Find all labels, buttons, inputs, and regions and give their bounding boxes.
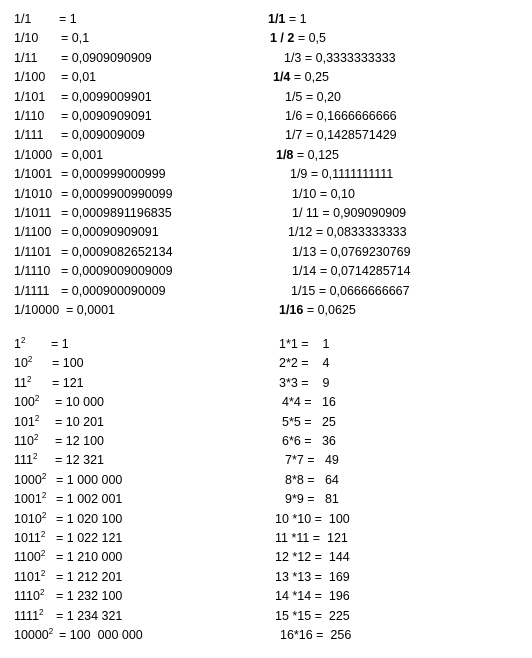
- fraction: 1/7: [285, 128, 303, 143]
- square-row: [282, 434, 336, 449]
- base: 1000: [14, 472, 42, 487]
- fraction: 1 / 2: [270, 31, 295, 46]
- square-value: = 64: [307, 472, 339, 487]
- square-value: = 25: [304, 414, 336, 429]
- fraction: 1/14: [292, 264, 317, 279]
- square-value: = 1 232 100: [56, 589, 123, 604]
- fraction: 1/1111: [14, 283, 50, 298]
- fraction: 1/1001: [14, 167, 53, 182]
- fraction: 1/6: [285, 109, 303, 123]
- base: 1100: [14, 550, 41, 565]
- square-row: [282, 415, 336, 430]
- square-row: [275, 512, 350, 527]
- square-value: = 12 100: [55, 434, 105, 448]
- square-value: = 36: [304, 434, 336, 448]
- square-value: = 169: [314, 569, 350, 584]
- decimal-value: = 0,009009009: [61, 128, 145, 143]
- square-row: [285, 453, 339, 468]
- product: 15 *15: [275, 608, 312, 623]
- fraction: 1/1: [268, 12, 286, 26]
- power: [14, 492, 46, 507]
- decimal-value: = 0,5: [297, 31, 326, 46]
- exponent: 2: [41, 510, 47, 520]
- product: 9*9: [285, 492, 304, 507]
- exponent: 2: [33, 433, 39, 442]
- decimal-value: = 0,25: [293, 70, 329, 85]
- square-value: = 9: [301, 375, 330, 390]
- decimal-value: = 0,0714285714: [319, 264, 411, 279]
- base: 1111: [14, 608, 40, 623]
- power: [14, 473, 46, 488]
- power: [14, 550, 45, 565]
- decimal-value: = 0,0009891196835: [61, 206, 172, 220]
- product: 1*1: [279, 337, 298, 351]
- decimal-value: = 1: [288, 12, 307, 26]
- fraction: 1/11: [14, 50, 38, 65]
- square-value: = 12 321: [55, 453, 105, 468]
- fraction: 1/1110: [14, 264, 51, 279]
- decimal-value: = 0,10: [319, 186, 355, 201]
- power: [14, 589, 44, 604]
- square-value: = 10 000: [55, 395, 105, 410]
- square-value: = 121: [52, 375, 84, 390]
- square-row: [282, 395, 336, 410]
- square-value: = 100 000 000: [59, 628, 143, 642]
- fraction: 1/9: [290, 167, 308, 182]
- fraction: 1/15: [291, 283, 316, 298]
- decimal-value: = 0,001: [61, 147, 104, 162]
- reciprocal-row: [276, 148, 339, 163]
- base: 1110: [14, 589, 40, 604]
- product: 12 *12: [275, 550, 312, 565]
- square-value: = 225: [314, 608, 350, 623]
- product: 11 *11: [275, 531, 310, 545]
- power: [14, 395, 39, 410]
- decimal-value: = 0,0099009901: [61, 89, 152, 104]
- square-row: [279, 337, 329, 352]
- fraction: 1/110: [14, 109, 45, 123]
- product: 14 *14: [275, 589, 312, 604]
- decimal-value: = 0,0625: [306, 303, 356, 317]
- base: 1011: [14, 531, 41, 545]
- product: 7*7: [285, 453, 304, 468]
- square-value: = 196: [314, 589, 350, 604]
- fraction: 1/101: [14, 89, 46, 104]
- base: 1: [14, 337, 21, 351]
- base: 100: [14, 395, 35, 410]
- reciprocal-row: [284, 51, 396, 66]
- power: [14, 356, 32, 371]
- base: 11: [14, 375, 27, 390]
- exponent: 2: [27, 355, 33, 365]
- square-row: [285, 492, 339, 507]
- square-row: [275, 550, 350, 565]
- square-value: = 100: [314, 511, 350, 526]
- fraction: 1/100: [14, 70, 46, 85]
- fraction: 1/ 11: [292, 206, 319, 220]
- decimal-value: = 0,909090909: [322, 206, 407, 220]
- reciprocal-row: [292, 206, 406, 221]
- exponent: 2: [39, 588, 45, 598]
- decimal-value: = 0,0909090909: [61, 50, 152, 65]
- square-value: = 1: [51, 337, 69, 351]
- square-row: [285, 473, 339, 488]
- base: 10000: [14, 628, 49, 642]
- base: 10: [14, 356, 28, 371]
- power: [14, 376, 31, 391]
- exponent: 2: [34, 413, 40, 423]
- power: [14, 434, 38, 449]
- decimal-value: = 0,1111111111: [310, 167, 394, 182]
- base: 1010: [14, 511, 42, 526]
- decimal-value: = 0,0009009009009: [61, 264, 173, 279]
- decimal-value: = 0,00090909091: [61, 225, 159, 240]
- square-value: = 1 210 000: [56, 550, 123, 565]
- fraction: 1/10: [292, 186, 317, 201]
- exponent: 2: [20, 336, 26, 345]
- decimal-value: = 0,20: [305, 89, 341, 104]
- fraction: 1/13: [292, 244, 317, 259]
- fraction: 1/111: [14, 128, 44, 143]
- reciprocal-row: [285, 90, 341, 105]
- square-value: = 1 022 121: [56, 531, 123, 545]
- reciprocal-row: [268, 12, 307, 27]
- product: 16*16: [280, 628, 313, 642]
- decimal-value: = 0,000999000999: [61, 167, 166, 182]
- product: 4*4: [282, 395, 301, 410]
- product: 8*8: [285, 472, 304, 487]
- exponent: 2: [26, 374, 32, 384]
- square-row: [279, 356, 329, 371]
- fraction: 1/1010: [14, 186, 53, 201]
- square-value: = 81: [307, 492, 339, 507]
- power: [14, 512, 46, 527]
- fraction: 1/8: [276, 147, 294, 162]
- reciprocal-row: [291, 284, 410, 299]
- fraction: 1/1: [14, 12, 32, 26]
- power: [14, 609, 43, 624]
- square-row: [275, 570, 350, 585]
- exponent: 2: [39, 607, 44, 617]
- reciprocal-row: [292, 187, 355, 202]
- decimal-value: = 0,000900090009: [61, 283, 166, 298]
- exponent: 2: [41, 471, 47, 481]
- base: 1101: [14, 569, 41, 584]
- square-value: = 1 212 201: [56, 569, 123, 584]
- square-row: [275, 589, 350, 604]
- exponent: 2: [41, 491, 47, 501]
- base: 101: [14, 414, 35, 429]
- product: 2*2: [279, 356, 298, 371]
- decimal-value: = 0,01: [61, 70, 97, 85]
- product: 10 *10: [275, 511, 312, 526]
- exponent: 2: [40, 568, 46, 578]
- square-value: = 10 201: [55, 414, 105, 429]
- fraction: 1/4: [273, 70, 291, 85]
- square-value: = 121: [312, 531, 348, 545]
- square-value: = 1 000 000: [56, 472, 123, 487]
- square-row: [279, 376, 329, 391]
- decimal-value: = 0,1666666666: [305, 109, 397, 123]
- power: [14, 337, 25, 352]
- reciprocal-row: [270, 31, 326, 46]
- reciprocal-row: [292, 264, 411, 279]
- decimal-value: = 0,0009082652134: [61, 244, 173, 259]
- product: 3*3: [279, 375, 298, 390]
- decimal-value: = 0,0769230769: [319, 244, 411, 259]
- power: [14, 453, 37, 468]
- product: 13 *13: [275, 569, 312, 584]
- reciprocal-row: [292, 245, 411, 260]
- reciprocal-row: [288, 225, 407, 240]
- decimal-value: = 0,0009900990099: [61, 186, 173, 201]
- power: [14, 531, 45, 546]
- power: [14, 570, 45, 585]
- decimal-value: = 0,1: [61, 31, 90, 46]
- base: 1001: [14, 492, 42, 507]
- decimal-value: = 0,125: [296, 147, 339, 162]
- fraction: 1/16: [279, 303, 304, 317]
- square-row: [275, 531, 348, 546]
- decimal-value: = 0,3333333333: [304, 50, 396, 65]
- exponent: 2: [34, 394, 40, 404]
- decimal-value: = 1: [59, 12, 77, 26]
- fraction: 1/10: [14, 31, 39, 46]
- power: [14, 628, 53, 643]
- square-value: = 1 020 100: [56, 511, 123, 526]
- base: 111: [14, 453, 34, 468]
- square-value: = 144: [314, 550, 350, 565]
- base: 110: [14, 434, 34, 448]
- decimal-value: = 0,0666666667: [318, 283, 410, 298]
- square-value: = 1 234 321: [56, 608, 123, 623]
- square-value: = 4: [301, 356, 330, 371]
- exponent: 2: [48, 627, 54, 636]
- square-value: = 16: [304, 395, 336, 410]
- reciprocal-row: [285, 128, 397, 143]
- reciprocal-row: [285, 109, 397, 124]
- square-value: = 1 002 001: [56, 492, 123, 507]
- exponent: 2: [40, 530, 46, 539]
- fraction: 1/5: [285, 89, 303, 104]
- fraction: 1/1011: [14, 206, 52, 220]
- fraction: 1/10000: [14, 303, 60, 317]
- square-value: = 100: [52, 356, 84, 371]
- product: 5*5: [282, 414, 301, 429]
- decimal-value: = 0,0090909091: [61, 109, 152, 123]
- power: [14, 415, 39, 430]
- square-value: = 49: [307, 453, 339, 468]
- reciprocal-row: [290, 167, 393, 182]
- square-value: = 1: [301, 337, 330, 351]
- fraction: 1/3: [284, 50, 302, 65]
- fraction: 1/12: [288, 225, 313, 240]
- square-row: [275, 609, 350, 624]
- decimal-value: = 0,0833333333: [315, 225, 407, 240]
- decimal-value: = 0,1428571429: [305, 128, 397, 143]
- fraction: 1/1000: [14, 147, 53, 162]
- product: 6*6: [282, 434, 301, 448]
- exponent: 2: [33, 452, 38, 462]
- square-row: [280, 628, 351, 643]
- fraction: 1/1101: [14, 244, 52, 259]
- fraction: 1/1100: [14, 225, 52, 240]
- reciprocal-row: [279, 303, 356, 318]
- exponent: 2: [40, 549, 46, 559]
- square-value: = 256: [316, 628, 352, 642]
- decimal-value: = 0,0001: [66, 303, 116, 317]
- reciprocal-row: [273, 70, 329, 85]
